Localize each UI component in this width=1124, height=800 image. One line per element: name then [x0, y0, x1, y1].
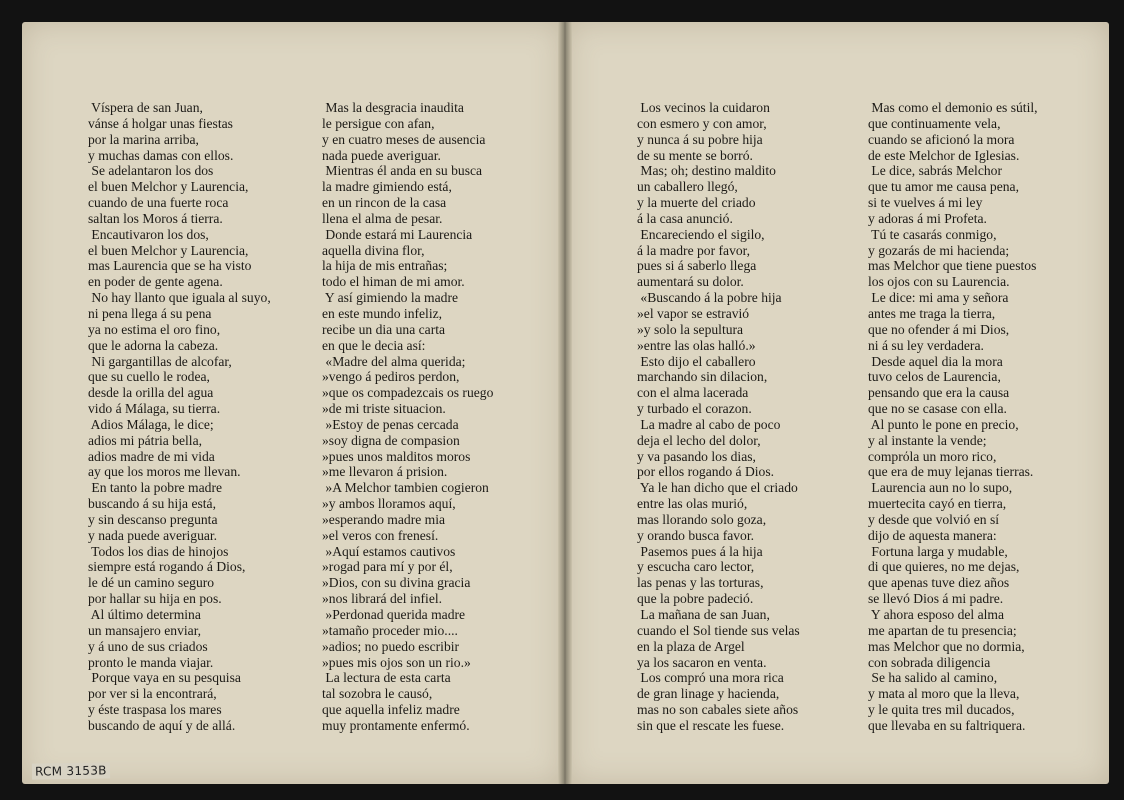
verse-line: y va pasando los dias, — [637, 448, 756, 464]
verse-line: que apenas tuve diez años — [868, 575, 1010, 591]
verse-line: muertecita cayó en tierra, — [868, 496, 1007, 512]
verse-line: Y así gimiendo la madre — [322, 290, 459, 306]
verse-line: Mas; oh; destino maldito — [637, 163, 776, 179]
verse-line: que le adorna la cabeza. — [88, 337, 219, 353]
verse-line: el buen Melchor y Laurencia, — [88, 242, 249, 258]
verse-line: le persigue con afan, — [322, 115, 435, 131]
verse-line: »esperando madre mia — [322, 511, 446, 527]
verse-line: y muchas damas con ellos. — [88, 147, 234, 163]
verse-line: un caballero llegó, — [637, 179, 738, 195]
verse-line: dijo de aquesta manera: — [868, 527, 997, 543]
verse-line: Le dice, sabrás Melchor — [868, 163, 1002, 179]
verse-line: por ellos rogando á Dios. — [637, 464, 775, 480]
left-page — [22, 22, 562, 784]
verse-line: »vengo á pediros perdon, — [322, 369, 460, 385]
verse-line: »de mi triste situacion. — [322, 401, 446, 417]
verse-line: cuando se aficionó la mora — [868, 131, 1015, 147]
verse-line: Le dice: mi ama y señora — [868, 290, 1009, 306]
verse-line: en poder de gente agena. — [88, 274, 223, 290]
verse-line: que su cuello le rodea, — [88, 369, 210, 385]
verse-line: nada puede averiguar. — [322, 147, 441, 163]
verse-line: Mas la desgracia inaudita — [322, 100, 464, 115]
verse-line: de su mente se borró. — [637, 147, 753, 163]
verse-line: por ver si la encontrará, — [88, 686, 217, 702]
verse-line: y en cuatro meses de ausencia — [322, 131, 486, 147]
verse-line: Ni gargantillas de alcofar, — [88, 353, 232, 369]
verse-line: Se ha salido al camino, — [868, 670, 998, 686]
verse-line: pensando que era la causa — [868, 385, 1010, 401]
verse-line: y desde que volvió en sí — [868, 511, 1000, 527]
verse-line: Fortuna larga y mudable, — [868, 543, 1008, 559]
verse-line: Encautivaron los dos, — [88, 226, 209, 242]
verse-line: Ya le han dicho que el criado — [637, 480, 798, 496]
verse-line: Al punto le pone en precio, — [868, 416, 1019, 432]
verse-line: que tu amor me causa pena, — [868, 179, 1019, 195]
verse-line: »y solo la sepultura — [637, 321, 744, 337]
verse-line: Al último determina — [88, 607, 201, 622]
verse-line: cuando de una fuerte roca — [88, 195, 229, 211]
verse-line: tal sozobra le causó, — [322, 686, 433, 702]
verse-line: se llevó Dios á mi padre. — [868, 591, 1004, 607]
verse-line: mas Melchor que no dormia, — [868, 638, 1025, 654]
verse-line: »el vapor se estravió — [637, 305, 750, 321]
verse-line: la madre gimiendo está, — [322, 179, 452, 195]
verse-line: á la madre por favor, — [637, 242, 751, 258]
verse-line: que la pobre padeció. — [637, 591, 754, 607]
verse-line: »el veros con frenesí. — [322, 527, 439, 543]
verse-line: y adoras á mi Profeta. — [868, 210, 987, 226]
verse-line: Y ahora esposo del alma — [868, 607, 1005, 622]
verse-line: y éste traspasa los mares — [88, 702, 222, 718]
verse-line: di que quieres, no me dejas, — [868, 559, 1020, 575]
verse-line: vánse á holgar unas fiestas — [88, 115, 233, 131]
verse-line: y sin descanso pregunta — [88, 511, 218, 527]
verse-line: La lectura de esta carta — [322, 670, 451, 686]
verse-line: »tamaño proceder mio.... — [322, 622, 458, 638]
verse-line: que era de muy lejanas tierras. — [868, 464, 1034, 480]
verse-line: le dé un camino seguro — [88, 575, 215, 591]
poem-column-1 — [88, 100, 271, 734]
verse-line: las penas y las torturas, — [637, 575, 764, 591]
verse-line: Porque vaya en su pesquisa — [88, 670, 241, 686]
verse-line: Se adelantaron los dos — [88, 163, 214, 179]
verse-line: y gozarás de mi hacienda; — [868, 242, 1010, 258]
verse-line: Mas como el demonio es sútil, — [868, 100, 1038, 115]
verse-line: »Estoy de penas cercada — [322, 416, 459, 432]
poem-column-2 — [322, 100, 493, 734]
verse-line: ay que los moros me llevan. — [88, 464, 241, 480]
verse-line: Víspera de san Juan, — [88, 100, 203, 115]
poem-column-3 — [637, 100, 800, 734]
verse-line: ya los sacaron en venta. — [637, 654, 767, 670]
verse-line: antes me traga la tierra, — [868, 305, 996, 321]
right-page — [567, 22, 1109, 784]
verse-line: y orando busca favor. — [637, 527, 755, 543]
verse-line: y turbado el corazon. — [637, 401, 752, 417]
verse-line: llena el alma de pesar. — [322, 210, 443, 226]
verse-line: aumentará su dolor. — [637, 274, 744, 290]
verse-line: »A Melchor tambien cogieron — [322, 480, 489, 496]
verse-line: Desde aquel dia la mora — [868, 353, 1003, 369]
verse-line: que continuamente vela, — [868, 115, 1001, 131]
verse-line: buscando á su hija está, — [88, 496, 216, 512]
verse-line: la hija de mis entrañas; — [322, 258, 448, 274]
verse-line: y nunca á su pobre hija — [637, 131, 763, 147]
verse-line: que no se casase con ella. — [868, 401, 1007, 417]
verse-line: Los compró una mora rica — [637, 670, 784, 686]
verse-line: en este mundo infeliz, — [322, 305, 443, 321]
verse-line: »nos librará del infiel. — [322, 591, 443, 607]
verse-line: vido á Málaga, su tierra. — [88, 401, 221, 417]
verse-line: buscando de aquí y de allá. — [88, 717, 236, 733]
verse-line: Laurencia aun no lo supo, — [868, 480, 1013, 496]
verse-line: cuando el Sol tiende sus velas — [637, 622, 800, 638]
verse-line: y nada puede averiguar. — [88, 527, 218, 543]
verse-line: si te vuelves á mi ley — [868, 195, 983, 211]
verse-line: con esmero y con amor, — [637, 115, 767, 131]
verse-line: aquella divina flor, — [322, 242, 425, 258]
verse-line: «Madre del alma querida; — [322, 353, 466, 369]
verse-line: recibe un dia una carta — [322, 321, 446, 337]
verse-line: á la casa anunció. — [637, 210, 733, 226]
verse-line: tuvo celos de Laurencia, — [868, 369, 1001, 385]
verse-line: Encareciendo el sigilo, — [637, 226, 765, 242]
verse-line: »Aquí estamos cautivos — [322, 543, 456, 559]
verse-line: »entre las olas halló.» — [637, 337, 756, 353]
verse-line: No hay llanto que iguala al suyo, — [88, 290, 271, 306]
verse-line: un mansajero enviar, — [88, 622, 202, 638]
verse-line: y le quita tres mil ducados, — [868, 702, 1015, 718]
verse-line: Esto dijo el caballero — [637, 353, 756, 369]
verse-line: adios madre de mi vida — [88, 448, 215, 464]
verse-line: todo el himan de mi amor. — [322, 274, 465, 290]
verse-line: Adios Málaga, le dice; — [88, 416, 214, 432]
verse-line: Tú te casarás conmigo, — [868, 226, 997, 242]
verse-line: En tanto la pobre madre — [88, 480, 222, 496]
verse-line: deja el lecho del dolor, — [637, 432, 761, 448]
verse-line: de gran linage y hacienda, — [637, 686, 780, 702]
verse-line: adios mi pátria bella, — [88, 432, 203, 448]
verse-line: pues si á saberlo llega — [637, 258, 757, 274]
verse-line: que llevaba en su faltriquera. — [868, 717, 1026, 733]
catalog-stamp: RCM 3153B — [32, 762, 110, 779]
verse-line: con sobrada diligencia — [868, 654, 991, 670]
verse-line: »que os compadezcais os ruego — [322, 385, 494, 401]
verse-line: por la marina arriba, — [88, 131, 199, 147]
verse-line: mas Laurencia que se ha visto — [88, 258, 252, 274]
verse-line: con el alma lacerada — [637, 385, 749, 401]
verse-line: comprόla un moro rico, — [868, 448, 997, 464]
verse-line: y á uno de sus criados — [88, 638, 208, 654]
verse-line: en la plaza de Argel — [637, 638, 745, 654]
verse-line: muy prontamente enfermó. — [322, 717, 470, 733]
verse-line: y la muerte del criado — [637, 195, 756, 211]
verse-line: ni á su ley verdadera. — [868, 337, 984, 353]
verse-line: Mientras él anda en su busca — [322, 163, 483, 179]
verse-line: Todos los dias de hinojos — [88, 543, 229, 559]
verse-line: el buen Melchor y Laurencia, — [88, 179, 249, 195]
verse-line: saltan los Moros á tierra. — [88, 210, 223, 226]
verse-line: »pues mis ojos son un rio.» — [322, 654, 471, 670]
verse-line: en un rincon de la casa — [322, 195, 447, 211]
verse-line: ni pena llega á su pena — [88, 305, 212, 321]
verse-line: sin que el rescate les fuese. — [637, 717, 785, 733]
verse-line: por hallar su hija en pos. — [88, 591, 222, 607]
verse-line: La mañana de san Juan, — [637, 607, 770, 622]
verse-line: que aquella infeliz madre — [322, 702, 460, 718]
verse-line: »pues unos malditos moros — [322, 448, 471, 464]
verse-line: los ojos con su Laurencia. — [868, 274, 1010, 290]
verse-line: mas Melchor que tiene puestos — [868, 258, 1037, 274]
verse-line: que no ofender á mi Dios, — [868, 321, 1010, 337]
verse-line: »Perdonad querida madre — [322, 607, 466, 622]
page-fold — [558, 22, 572, 784]
verse-line: siempre está rogando á Dios, — [88, 559, 246, 575]
verse-line: y mata al moro que la lleva, — [868, 686, 1020, 702]
verse-line: »Dios, con su divina gracia — [322, 575, 471, 591]
verse-line: pronto le manda viajar. — [88, 654, 214, 670]
verse-line: de este Melchor de Iglesias. — [868, 147, 1020, 163]
verse-line: mas llorando solo goza, — [637, 511, 767, 527]
verse-line: en que le decia así: — [322, 337, 426, 353]
verse-line: y escucha caro lector, — [637, 559, 755, 575]
verse-line: »me llevaron á prision. — [322, 464, 448, 480]
verse-line: »rogad para mí y por él, — [322, 559, 453, 575]
verse-line: entre las olas murió, — [637, 496, 748, 512]
verse-line: desde la orilla del agua — [88, 385, 214, 401]
verse-line: »soy digna de compasion — [322, 432, 460, 448]
verse-line: »adios; no puedo escribir — [322, 638, 460, 654]
verse-line: marchando sin dilacion, — [637, 369, 768, 385]
verse-line: y al instante la vende; — [868, 432, 987, 448]
verse-line: Donde estará mi Laurencia — [322, 226, 473, 242]
verse-line: me apartan de tu presencia; — [868, 622, 1017, 638]
verse-line: Los vecinos la cuidaron — [637, 100, 770, 115]
verse-line: »y ambos lloramos aquí, — [322, 496, 456, 512]
verse-line: La madre al cabo de poco — [637, 416, 781, 432]
verse-line: Pasemos pues á la hija — [637, 543, 763, 559]
verse-line: ya no estima el oro fino, — [88, 321, 221, 337]
poem-column-4 — [868, 100, 1038, 734]
verse-line: mas no son cabales siete años — [637, 702, 799, 718]
verse-line: «Buscando á la pobre hija — [637, 290, 782, 306]
